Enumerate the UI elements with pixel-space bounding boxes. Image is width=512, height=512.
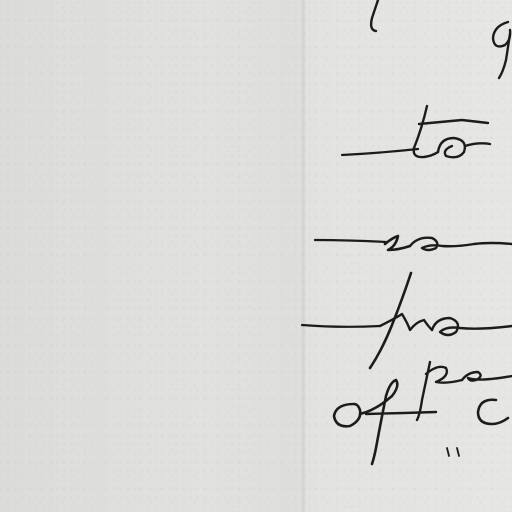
handwritten-word-to	[342, 106, 490, 157]
handwritten-word-g	[493, 22, 510, 78]
ink-stroke-top-mark	[371, 0, 378, 31]
handwritten-word-sa	[315, 236, 512, 250]
handwritten-word-fro	[302, 273, 512, 368]
handwritten-word-of-c	[334, 380, 508, 464]
